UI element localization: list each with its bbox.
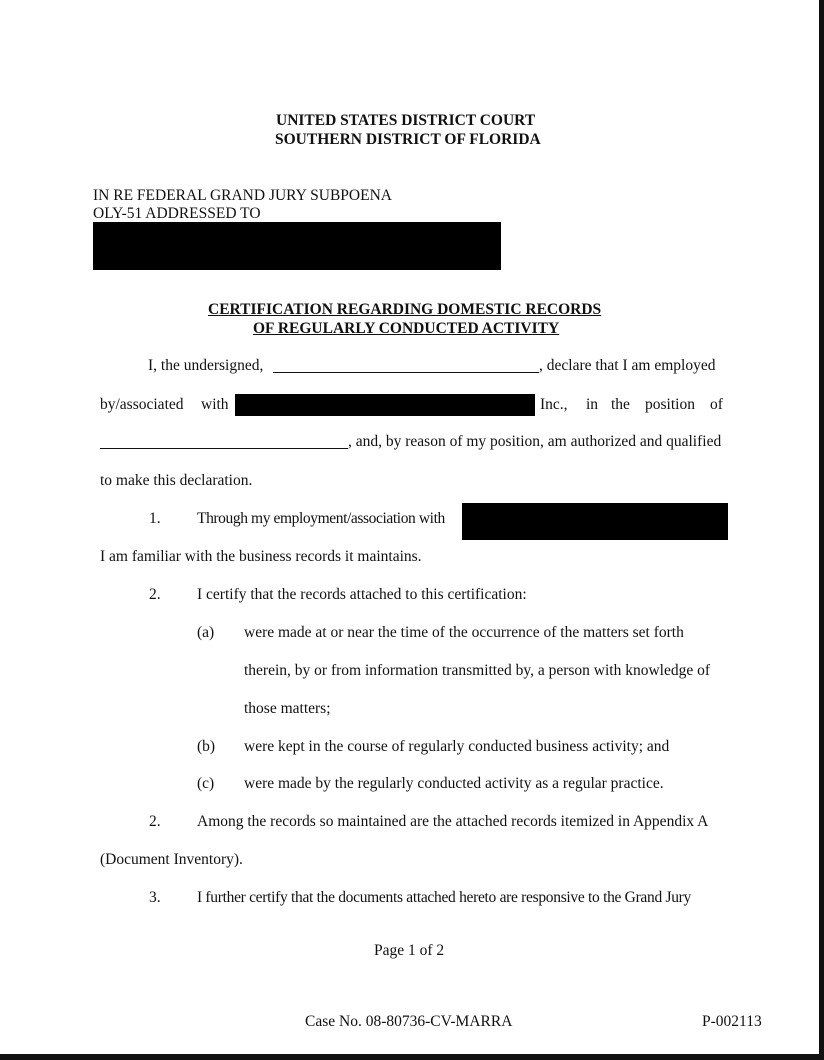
sub-a-line-1: were made at or near the time of the occurrence of the matters set forth: [244, 624, 684, 641]
sub-c-label: (c): [197, 775, 215, 792]
name-blank-line: [273, 372, 539, 373]
intro-text-j: , and, by reason of my position, am authorized and qualified: [348, 433, 722, 450]
intro-text-i: of: [710, 396, 723, 413]
intro-text-e: Inc.,: [540, 396, 568, 413]
intro-text-f: in: [586, 396, 599, 413]
sub-a-label: (a): [197, 624, 215, 641]
intro-text-c: by/associated: [100, 396, 184, 413]
paragraph-3-number: 3.: [149, 889, 161, 906]
paragraph-1-text-a: Through my employment/association with: [197, 510, 445, 527]
paragraph-2-number: 2.: [149, 586, 161, 603]
paragraph-1-text-b: I am familiar with the business records it maintains.: [100, 548, 422, 565]
caption-line-2: OLY-51 ADDRESSED TO: [93, 205, 261, 222]
court-district: SOUTHERN DISTRICT OF FLORIDA: [275, 131, 541, 148]
court-name: UNITED STATES DISTRICT COURT: [276, 112, 536, 129]
paragraph-2-text: I certify that the records attached to this certification:: [197, 586, 527, 603]
redaction-employer: [235, 394, 535, 416]
document-title-line-2: OF REGULARLY CONDUCTED ACTIVITY: [253, 320, 560, 337]
intro-text-g: the: [611, 396, 630, 413]
intro-text-k: to make this declaration.: [100, 472, 253, 489]
redaction-addressee: [93, 222, 501, 270]
intro-text-a: I, the undersigned,: [148, 357, 264, 374]
intro-text-d: with: [201, 396, 229, 413]
paragraph-2b-text-a: Among the records so maintained are the attached records itemized in Appendix A: [197, 813, 709, 830]
case-number: Case No. 08-80736-CV-MARRA: [305, 1013, 513, 1030]
paragraph-3-text: I further certify that the documents attached hereto are responsive to the Grand Jury: [197, 889, 691, 906]
page-number: Page 1 of 2: [374, 942, 445, 959]
scan-border-right: [819, 0, 824, 1060]
sub-b-label: (b): [197, 738, 216, 755]
paragraph-2b-text-b: (Document Inventory).: [100, 851, 243, 868]
document-title-line-1: CERTIFICATION REGARDING DOMESTIC RECORDS: [208, 301, 602, 318]
scan-border-bottom: [0, 1054, 824, 1060]
intro-text-b: , declare that I am employed: [539, 357, 716, 374]
redaction-company: [462, 503, 728, 540]
sub-b-line-1: were kept in the course of regularly conducted business activity; and: [244, 738, 670, 755]
sub-a-line-2: therein, by or from information transmitted by, a person with knowledge of: [244, 662, 711, 679]
bates-number: P-002113: [702, 1013, 762, 1030]
position-blank-line: [100, 448, 348, 449]
sub-a-line-3: those matters;: [244, 700, 331, 717]
paragraph-2b-number: 2.: [149, 813, 161, 830]
sub-c-line-1: were made by the regularly conducted activity as a regular practice.: [244, 775, 664, 792]
caption-line-1: IN RE FEDERAL GRAND JURY SUBPOENA: [93, 187, 392, 204]
intro-text-h: position: [645, 396, 695, 413]
paragraph-1-number: 1.: [149, 510, 161, 527]
